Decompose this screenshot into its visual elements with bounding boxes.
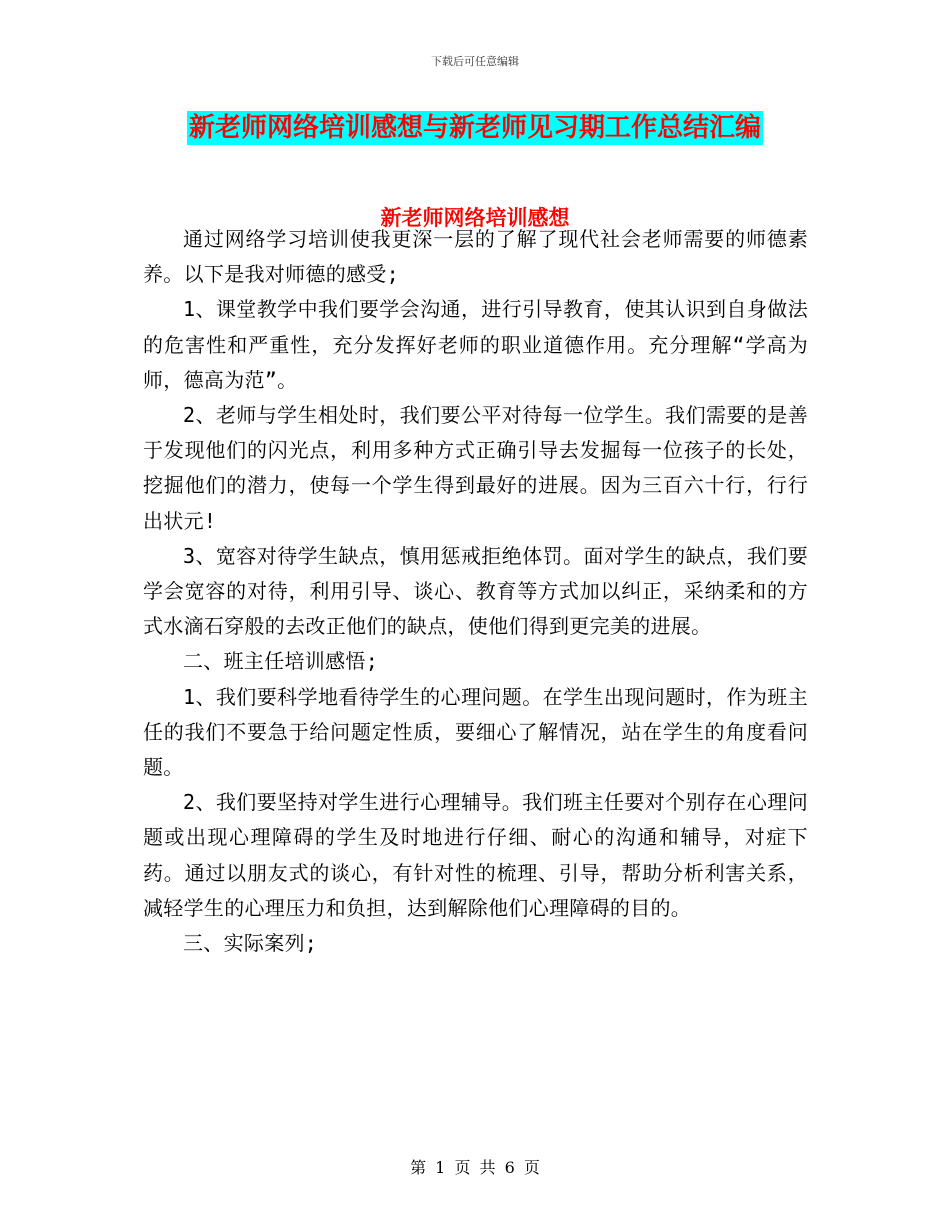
paragraph-point-2: 2、老师与学生相处时，我们要公平对待每一位学生。我们需要的是善于发现他们的闪光点，利用多种方式正确引导去发掘每一位孩子的长处，挖掘他们的潜力，使每一个学生得到最好的进展。因为三百六十行，行行出状元!	[143, 403, 808, 533]
paragraph-point-1: 1、课堂教学中我们要学会沟通，进行引导教育，使其认识到自身做法的危害性和严重性，充分发挥好老师的职业道德作用。充分理解“学高为师，德高为范”。	[143, 297, 808, 392]
paragraph-head-2: 2、我们要坚持对学生进行心理辅导。我们班主任要对个别存在心理问题或出现心理障碍的学生及时地进行仔细、耐心的沟通和辅导，对症下药。通过以朋友式的谈心，有针对性的梳理、引导，帮助分析利害关系，减轻学生的心理压力和负担，达到解除他们心理障碍的目的。	[143, 790, 808, 920]
main-title-wrap	[0, 111, 950, 145]
paragraph-head-1: 1、我们要科学地看待学生的心理问题。在学生出现问题时，作为班主任的我们不要急于给问题定性质，要细心了解情况，站在学生的角度看问题。	[143, 684, 808, 780]
paragraph-point-3: 3、宽容对待学生缺点，慎用惩戒拒绝体罚。面对学生的缺点，我们要学会宽容的对待，利用引导、谈心、教育等方式加以纠正，采纳柔和的方式水滴石穿般的去改正他们的缺点，使他们得到更完美的进展。	[143, 543, 808, 639]
section-title: 新老师网络培训感想	[380, 205, 570, 230]
paragraph-heading-2: 二、班主任培训感悟;	[183, 649, 379, 674]
main-title: 新老师网络培训感想与新老师见习期工作总结汇编	[188, 113, 761, 143]
header-note: 下载后可任意编辑	[431, 55, 519, 68]
page-footer: 第 1 页 共 6 页	[410, 1158, 540, 1177]
document-body	[143, 222, 808, 961]
paragraph-intro: 通过网络学习培训使我更深一层的了解了现代社会老师需要的师德素养。以下是我对师德的感受;	[143, 227, 808, 287]
paragraph-heading-3: 三、实际案列;	[183, 931, 318, 956]
